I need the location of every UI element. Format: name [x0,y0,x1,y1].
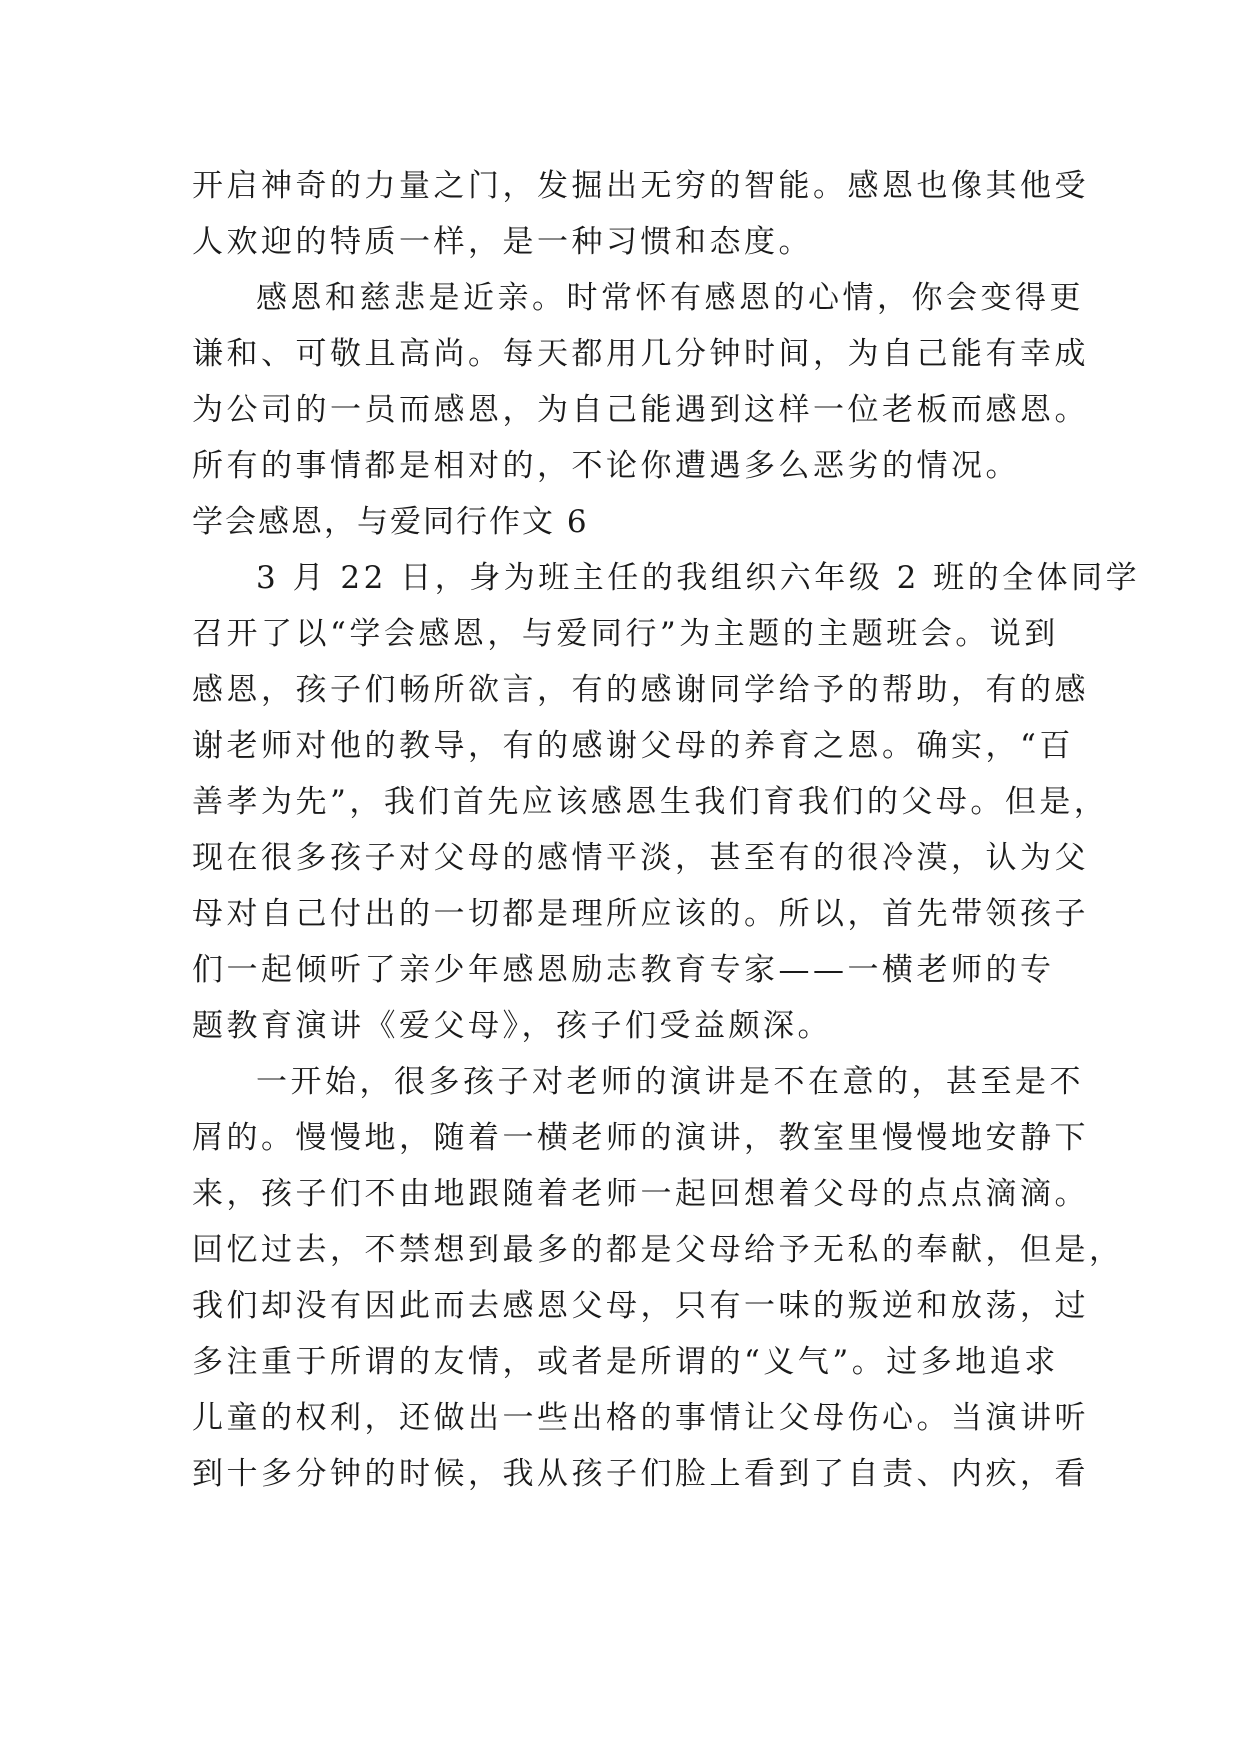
text-line: 为公司的一员而感恩，为自己能遇到这样一位老板而感恩。 [192,392,1089,428]
text-line: 儿童的权利，还做出一些出格的事情让父母伤心。当演讲听 [192,1400,1089,1436]
text-line: 题教育演讲《爱父母》，孩子们受益颇深。 [192,1008,832,1044]
text-line: 我们却没有因此而去感恩父母，只有一味的叛逆和放荡，过 [192,1288,1089,1324]
text-line: 谢老师对他的教导，有的感谢父母的养育之恩。确实，“百 [192,728,1074,764]
text-line: 召开了以“学会感恩，与爱同行”为主题的主题班会。说到 [192,616,1059,652]
text-line: 母对自己付出的一切都是理所应该的。所以，首先带领孩子 [192,896,1089,932]
text-line: 屑的。慢慢地，随着一横老师的演讲，教室里慢慢地安静下 [192,1120,1089,1156]
text-line: 善孝为先”，我们首先应该感恩生我们育我们的父母。但是， [192,784,1109,820]
paragraph-start-line: 3 月 22 日，身为班主任的我组织六年级 2 班的全体同学 [256,560,1141,596]
text-line: 开启神奇的力量之门，发掘出无穷的智能。感恩也像其他受 [192,168,1089,204]
text-line: 感恩，孩子们畅所欲言，有的感谢同学给予的帮助，有的感 [192,672,1089,708]
section-heading: 学会感恩，与爱同行作文 6 [192,504,589,540]
document-body [192,158,1141,1502]
paragraph-start-line: 一开始，很多孩子对老师的演讲是不在意的，甚至是不 [256,1064,1084,1100]
text-line: 到十多分钟的时候，我从孩子们脸上看到了自责、内疚，看 [192,1456,1089,1492]
paragraph-start-line: 感恩和慈悲是近亲。时常怀有感恩的心情，你会变得更 [256,280,1084,316]
text-line: 来，孩子们不由地跟随着老师一起回想着父母的点点滴滴。 [192,1176,1089,1212]
text-line: 所有的事情都是相对的，不论你遭遇多么恶劣的情况。 [192,448,1020,484]
text-line: 回忆过去，不禁想到最多的都是父母给予无私的奉献，但是， [192,1232,1124,1268]
text-line: 多注重于所谓的友情，或者是所谓的“义气”。过多地追求 [192,1344,1059,1380]
text-line: 们一起倾听了亲少年感恩励志教育专家——一横老师的专 [192,952,1055,988]
text-line: 人欢迎的特质一样，是一种习惯和态度。 [192,224,813,260]
text-line: 谦和、可敬且高尚。每天都用几分钟时间，为自己能有幸成 [192,336,1089,372]
text-line: 现在很多孩子对父母的感情平淡，甚至有的很冷漠，认为父 [192,840,1089,876]
